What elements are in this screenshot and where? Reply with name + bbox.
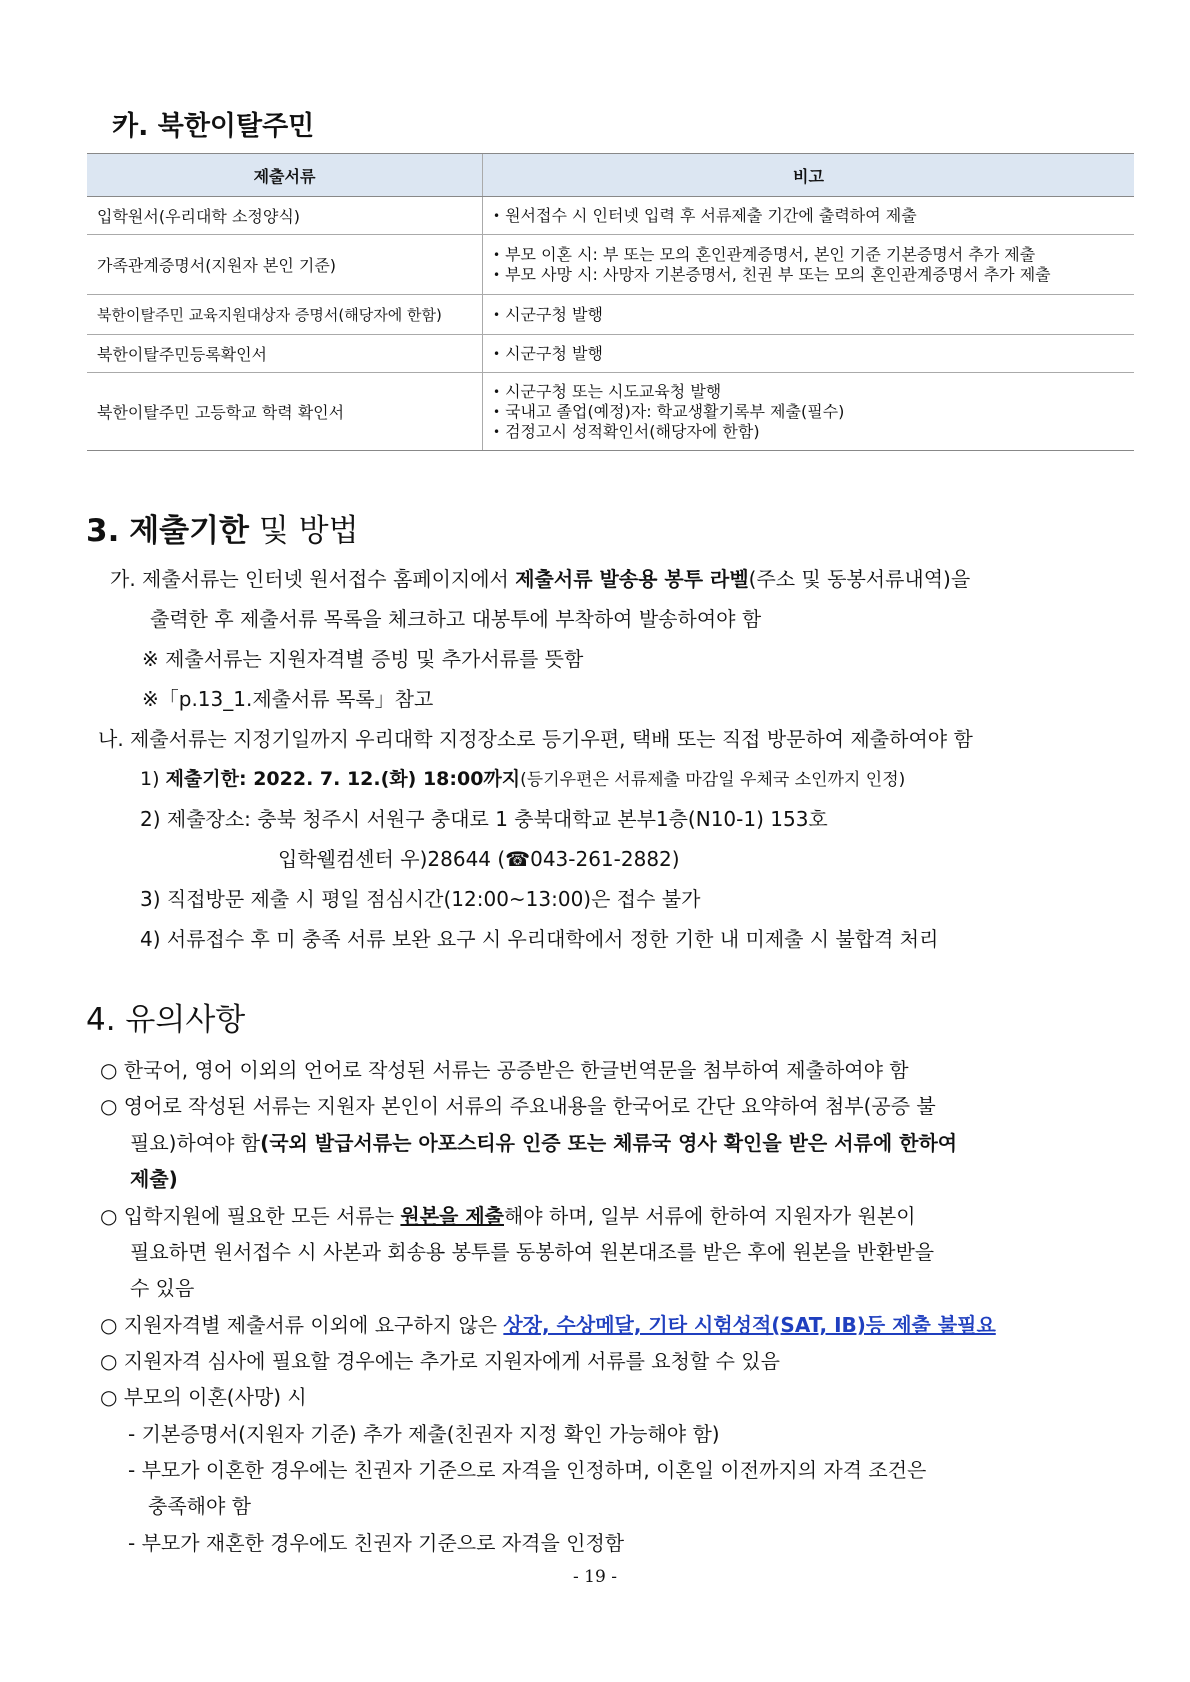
table-header-row	[87, 154, 1134, 197]
item-ga-note2: ※「p.13_1.제출서류 목록」참고	[142, 687, 434, 711]
bullet-4-link[interactable]: 상장, 수상메달, 기타 시험성적(SAT, IB)등 제출 불필요	[503, 1313, 996, 1337]
bullet-4-pre: ○ 지원자격별 제출서류 이외에 요구하지 않은	[100, 1313, 504, 1337]
header-remarks: 비고	[483, 154, 1135, 197]
item-ga-note1: ※ 제출서류는 지원자격별 증빙 및 추가서류를 뜻함	[142, 647, 584, 671]
bullet-3-pre: ○ 입학지원에 필요한 모든 서류는	[100, 1204, 401, 1228]
item-ga-cont: 출력한 후 제출서류 목록을 체크하고 대봉투에 부착하여 발송하여야 함	[150, 607, 762, 631]
notes-cell	[483, 373, 1135, 451]
bullet-3-line3: 수 있음	[130, 1276, 195, 1300]
note-item: • 원서접수 시 인터넷 입력 후 서류제출 기간에 출력하여 제출	[493, 206, 1124, 226]
item-na-4: 4) 서류접수 후 미 충족 서류 보완 요구 시 우리대학에서 정한 기한 내 미제출 시 불합격 처리	[140, 927, 939, 951]
section-ka-title: 카. 북한이탈주민	[112, 111, 315, 142]
notes-cell	[483, 335, 1135, 373]
bullet-2-line2-bold: (국외 발급서류는 아포스티유 인증 또는 체류국 영사 확인을 받은 서류에 한하여	[260, 1131, 958, 1155]
section3-number: 3.	[86, 513, 120, 549]
table-row	[87, 235, 1134, 295]
bullet-3-line1	[100, 1200, 916, 1229]
item-na-2-cont: 입학웰컴센터 우)28644 (☎043-261-2882)	[278, 847, 680, 871]
bullet-5: ○ 지원자격 심사에 필요할 경우에는 추가로 지원자에게 서류를 요청할 수 있음	[100, 1349, 780, 1373]
item-ga	[110, 563, 970, 592]
bullet-3-bold: 원본을 제출	[400, 1204, 504, 1228]
header-documents: 제출서류	[87, 154, 483, 197]
bullet-2-line3: 제출)	[130, 1167, 178, 1191]
doc-cell: 북한이탈주민 교육지원대상자 증명서(해당자에 한함)	[87, 295, 483, 335]
section3-title-rest: 및 방법	[249, 513, 359, 549]
item-ga-bold: 제출서류 발송용 봉투 라벨	[515, 567, 749, 591]
notes-cell	[483, 235, 1135, 295]
note-item: • 시군구청 발행	[493, 344, 1124, 364]
notes-cell	[483, 295, 1135, 335]
doc-cell: 입학원서(우리대학 소정양식)	[87, 197, 483, 235]
section3-title	[86, 505, 359, 550]
note-item: • 시군구청 발행	[493, 305, 1124, 325]
bullet-3-line2: 필요하면 원서접수 시 사본과 회송용 봉투를 동봉하여 원본대조를 받은 후에 원본을 반환받을	[130, 1240, 935, 1264]
bullet-2-line1: ○ 영어로 작성된 서류는 지원자 본인이 서류의 주요내용을 한국어로 간단 요약하여 첨부(공증 불	[100, 1094, 936, 1118]
note-item: • 국내고 졸업(예정)자: 학교생활기록부 제출(필수)	[493, 402, 1124, 422]
item-na-1-bold: 제출기한: 2022. 7. 12.(화) 18:00까지	[165, 768, 521, 790]
bullet-3-post: 해야 하며, 일부 서류에 한하여 지원자가 원본이	[503, 1204, 916, 1228]
bullet-2-line2	[130, 1127, 957, 1156]
item-na-2: 2) 제출장소: 충북 청주시 서원구 충대로 1 충북대학교 본부1층(N10-1) 153호	[140, 807, 828, 831]
doc-cell: 북한이탈주민 고등학교 학력 확인서	[87, 373, 483, 451]
documents-table	[87, 153, 1134, 451]
item-ga-pre: 가. 제출서류는 인터넷 원서접수 홈페이지에서	[110, 567, 516, 591]
bullet-4	[100, 1309, 996, 1338]
note-item: • 부모 이혼 시: 부 또는 모의 혼인관계증명서, 본인 기준 기본증명서 추가 제출	[493, 245, 1124, 265]
table-row	[87, 295, 1134, 335]
item-ga-post: (주소 및 동봉서류내역)을	[748, 567, 971, 591]
section3-title-bold: 제출기한	[129, 513, 250, 549]
table-row	[87, 373, 1134, 451]
notes-cell	[483, 197, 1135, 235]
dash-2-line1: - 부모가 이혼한 경우에는 친권자 기준으로 자격을 인정하며, 이혼일 이전까지의 자격 조건은	[128, 1458, 927, 1482]
item-na-1-rest: (등기우편은 서류제출 마감일 우체국 소인까지 인정)	[520, 770, 906, 790]
item-na: 나. 제출서류는 지정기일까지 우리대학 지정장소로 등기우편, 택배 또는 직접 방문하여 제출하여야 함	[98, 727, 973, 751]
section4-title: 4. 유의사항	[86, 1002, 246, 1038]
bullet-6: ○ 부모의 이혼(사망) 시	[100, 1385, 307, 1409]
bullet-2-line2-pre: 필요)하여야 함	[130, 1131, 261, 1155]
page-number: - 19 -	[573, 1567, 617, 1587]
item-na-3: 3) 직접방문 제출 시 평일 점심시간(12:00~13:00)은 접수 불가	[140, 887, 701, 911]
bullet-1: ○ 한국어, 영어 이외의 언어로 작성된 서류는 공증받은 한글번역문을 첨부하여 제출하여야 함	[100, 1058, 909, 1082]
table-row	[87, 197, 1134, 235]
note-item: • 시군구청 또는 시도교육청 발행	[493, 382, 1124, 402]
note-item: • 검정고시 성적확인서(해당자에 한함)	[493, 422, 1124, 442]
doc-cell: 가족관계증명서(지원자 본인 기준)	[87, 235, 483, 295]
item-na-1	[140, 764, 905, 791]
note-item: • 부모 사망 시: 사망자 기본증명서, 친권 부 또는 모의 혼인관계증명서 추가 제출	[493, 265, 1124, 285]
dash-1: - 기본증명서(지원자 기준) 추가 제출(친권자 지정 확인 가능해야 함)	[128, 1422, 720, 1446]
dash-3: - 부모가 재혼한 경우에도 친권자 기준으로 자격을 인정함	[128, 1531, 625, 1555]
doc-cell: 북한이탈주민등록확인서	[87, 335, 483, 373]
item-na-1-num: 1)	[140, 768, 160, 790]
dash-2-line2: 충족해야 함	[148, 1494, 251, 1518]
table-row	[87, 335, 1134, 373]
